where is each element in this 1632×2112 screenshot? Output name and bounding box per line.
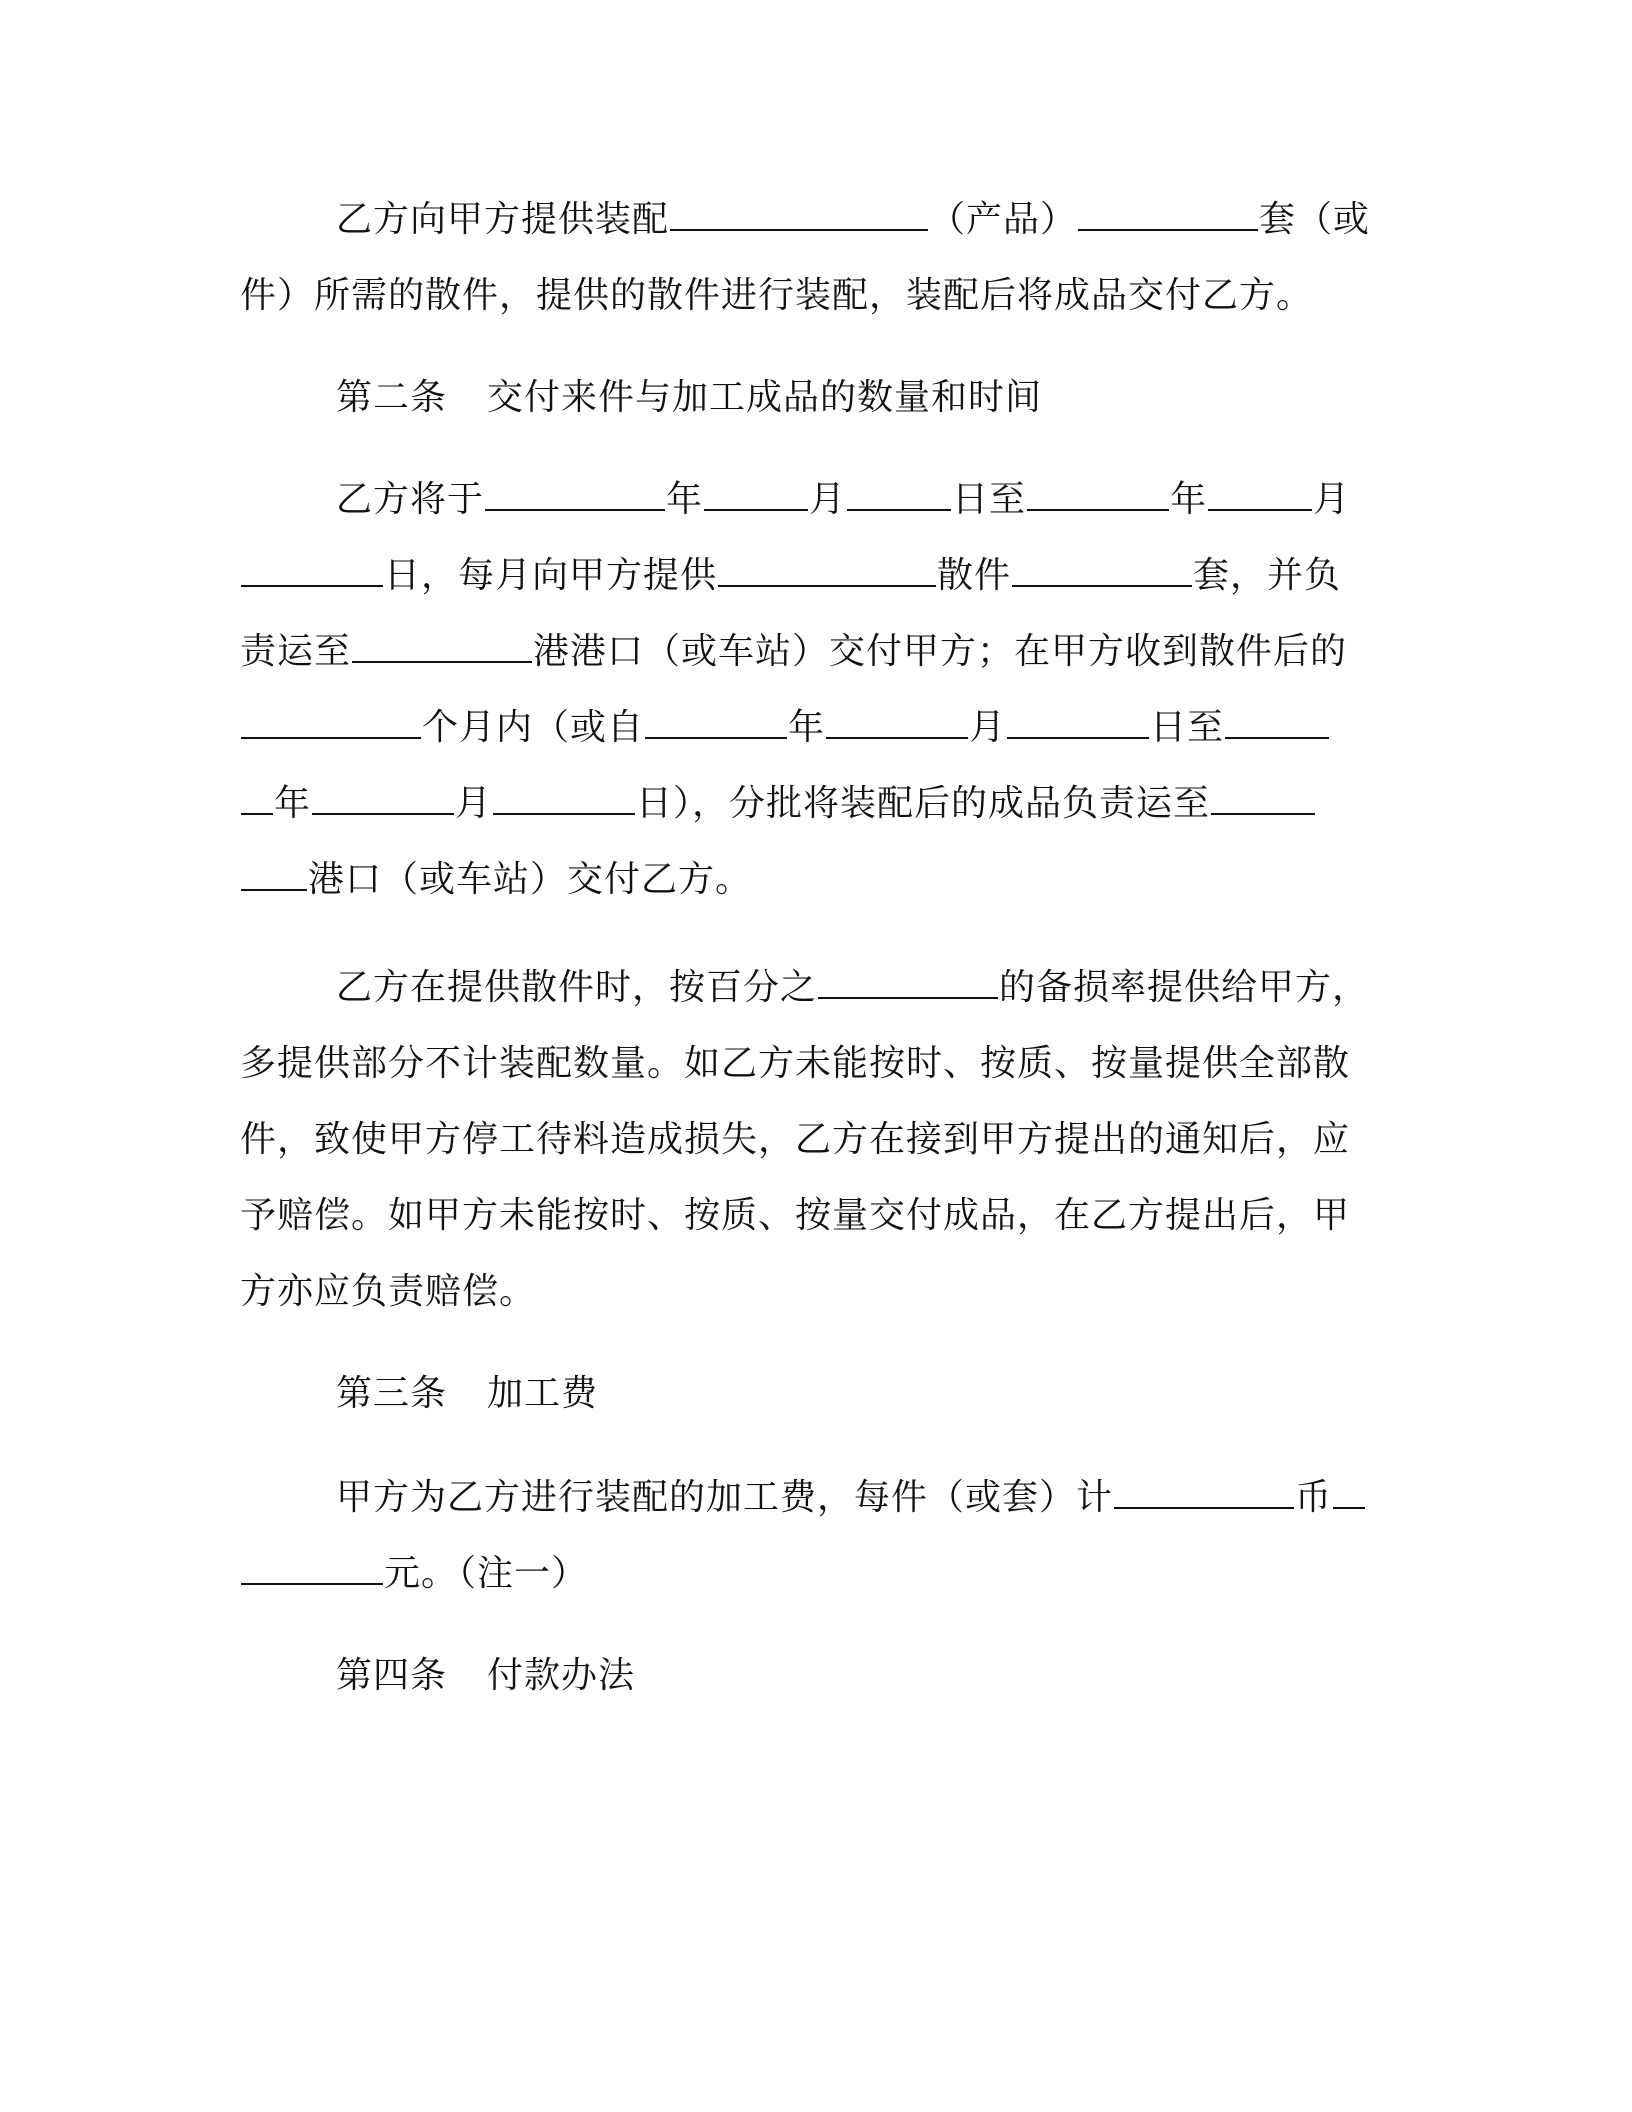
text-segment: 日至: [952, 479, 1027, 520]
article-title: 交付来件与加工成品的数量和时间: [487, 377, 1043, 418]
fill-in-blank: [1211, 783, 1315, 815]
fill-in-blank: [241, 783, 273, 815]
fill-in-blank: [826, 707, 968, 739]
clause-line: [336, 196, 1496, 244]
text-segment: 月: [455, 783, 493, 824]
fill-in-blank: [1114, 1477, 1294, 1509]
fill-in-blank: [241, 1553, 383, 1585]
fill-in-blank: [241, 707, 421, 739]
clause-line: 予赔偿。如甲方未能按时、按质、按量交付成品，在乙方提出后，甲: [240, 1195, 1351, 1236]
article-heading: [336, 1370, 1496, 1418]
fill-in-blank: [312, 783, 454, 815]
article-heading: [336, 1652, 1496, 1700]
text-segment: 散件: [937, 555, 1012, 596]
clause-line: [336, 1474, 1496, 1522]
text-segment: 套（或: [1259, 199, 1371, 240]
fill-in-blank: [1007, 707, 1149, 739]
text-segment: 乙方将于: [336, 479, 485, 520]
article-number: 第四条: [336, 1655, 448, 1696]
fill-in-blank: [847, 479, 951, 511]
text-segment: 乙方在提供散件时，按百分之: [336, 967, 818, 1008]
clause-line: 件）所需的散件，提供的散件进行装配，装配后将成品交付乙方。: [240, 275, 1314, 316]
clause-line: [240, 780, 1400, 828]
fill-in-blank: [241, 555, 383, 587]
text-segment: 个月内（或自: [422, 707, 645, 748]
clause-line: [240, 628, 1400, 676]
fill-in-blank: [493, 783, 635, 815]
text-segment: 甲方为乙方进行装配的加工费，每件（或套）计: [336, 1477, 1114, 1518]
article-number: 第二条: [336, 377, 448, 418]
text-segment: 月: [1313, 479, 1351, 520]
text-segment: 月: [809, 479, 847, 520]
fill-in-blank: [1027, 479, 1169, 511]
clause-line: [240, 1550, 1400, 1598]
clause-line: [336, 476, 1496, 524]
text-segment: 年: [788, 707, 826, 748]
fill-in-blank: [485, 479, 665, 511]
text-segment: 港口（或车站）交付乙方。: [308, 859, 753, 900]
fill-in-blank: [1208, 479, 1312, 511]
fill-in-blank: [718, 555, 936, 587]
fill-in-blank: [1012, 555, 1192, 587]
fill-in-blank: [1225, 707, 1329, 739]
text-segment: 年: [1170, 479, 1208, 520]
text-segment: 月: [969, 707, 1007, 748]
text-segment: 年: [274, 783, 312, 824]
article-title: 加工费: [487, 1373, 599, 1414]
text-segment: 年: [666, 479, 704, 520]
fill-in-blank: [670, 199, 928, 231]
text-segment: 日至: [1150, 707, 1225, 748]
fill-in-blank: [818, 967, 998, 999]
clause-line: 多提供部分不计装配数量。如乙方未能按时、按质、按量提供全部散: [240, 1043, 1351, 1084]
article-title: 付款办法: [487, 1655, 636, 1696]
text-segment: 责运至: [240, 631, 352, 672]
clause-line: [336, 964, 1496, 1012]
clause-line: 件，致使甲方停工待料造成损失，乙方在接到甲方提出的通知后，应: [240, 1119, 1351, 1160]
fill-in-blank: [1333, 1477, 1365, 1509]
article-heading: [336, 374, 1496, 422]
text-segment: 套，并负: [1193, 555, 1342, 596]
text-segment: 日），分批将装配后的成品负责运至: [636, 783, 1211, 824]
text-segment: 元。（注一）: [384, 1553, 589, 1594]
clause-line: [240, 552, 1400, 600]
article-number: 第三条: [336, 1373, 448, 1414]
fill-in-blank: [645, 707, 787, 739]
text-segment: （产品）: [929, 199, 1078, 240]
text-segment: 币: [1295, 1477, 1333, 1518]
clause-line: [240, 704, 1400, 752]
clause-line: [240, 856, 1400, 904]
fill-in-blank: [241, 859, 307, 891]
text-segment: 港港口（或车站）交付甲方；在甲方收到散件后的: [533, 631, 1348, 672]
text-segment: 日，每月向甲方提供: [384, 555, 718, 596]
fill-in-blank: [352, 631, 532, 663]
text-segment: 乙方向甲方提供装配: [336, 199, 670, 240]
clause-line: 方亦应负责赔偿。: [240, 1271, 537, 1312]
text-segment: 的备损率提供给甲方，: [999, 967, 1370, 1008]
fill-in-blank: [1078, 199, 1258, 231]
fill-in-blank: [704, 479, 808, 511]
